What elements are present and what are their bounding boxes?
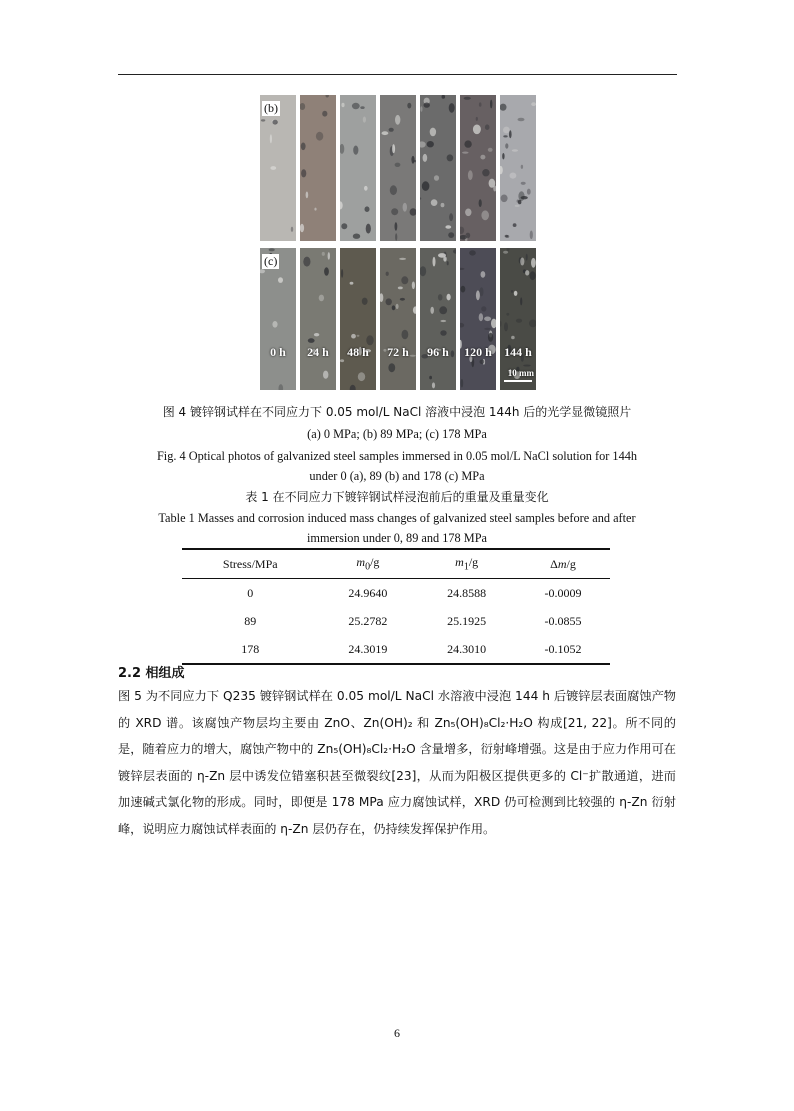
sample-strip-photo — [380, 248, 416, 390]
table-cell: -0.0009 — [544, 585, 582, 600]
table-header-delta-m: Δm/g — [516, 549, 610, 579]
table-header-m1: $m_1/g$ — [417, 549, 516, 579]
table-row — [182, 579, 610, 608]
table-cell: 24.8588 — [447, 585, 487, 600]
table-cell: 24.3010 — [417, 635, 516, 664]
sample-strip-photo — [460, 95, 496, 241]
section-title: 2.2 相组成 — [118, 666, 185, 681]
mass-change-table — [182, 548, 610, 665]
table-caption-zh: 表 1 在不同应力下镀锌钢试样浸泡前后的重量及重量变化 — [245, 490, 549, 504]
figure-subcaption: (a) 0 MPa; (b) 89 MPa; (c) 178 MPa — [307, 427, 487, 441]
table-cell: 25.1925 — [447, 613, 487, 628]
time-label: 96 h — [427, 345, 449, 359]
panel-label-b: (b) — [264, 101, 278, 115]
table-header-row — [182, 549, 610, 579]
time-label: 48 h — [347, 345, 369, 359]
table-cell: 25.2782 — [348, 613, 388, 628]
time-label: 24 h — [307, 345, 329, 359]
table-row — [182, 635, 610, 664]
figure-caption-en-1: Fig. 4 Optical photos of galvanized steel samples immersed in 0.05 mol/L NaCl solution for 144h — [156, 449, 638, 463]
table-row — [182, 607, 610, 635]
scale-bar — [504, 380, 532, 382]
time-label: 120 h — [464, 345, 492, 359]
table-caption-en-2: immersion under 0, 89 and 178 MPa — [307, 531, 487, 545]
photo-panel-c — [260, 248, 536, 390]
table-cell: 89 — [244, 613, 257, 628]
table-cell: -0.1052 — [516, 635, 610, 664]
sample-strip-photo — [380, 95, 416, 241]
photo-panel-b — [260, 95, 536, 241]
table-caption-en-1: Table 1 Masses and corrosion induced mass changes of galvanized steel samples before and after — [158, 511, 636, 525]
table-cell: 178 — [182, 635, 319, 664]
table-cell: 24.9640 — [348, 585, 388, 600]
table-cell: 24.3019 — [319, 635, 418, 664]
scale-bar-label: 10 mm — [507, 368, 534, 378]
sample-strip-photo — [460, 248, 496, 390]
time-label: 0 h — [270, 345, 286, 359]
table-cell: -0.0855 — [544, 613, 582, 628]
time-label: 144 h — [504, 345, 532, 359]
sample-strip-photo — [420, 248, 456, 390]
page-number: 6 — [394, 1026, 400, 1040]
header-rule — [118, 74, 677, 75]
panel-label-c: (c) — [264, 254, 278, 268]
table-header-m0: $m_0/g$ — [319, 549, 418, 579]
table-cell: 0 — [247, 585, 254, 600]
sample-strip-photo — [500, 95, 536, 241]
figure-caption-en-2: under 0 (a), 89 (b) and 178 (c) MPa — [309, 469, 485, 483]
sample-strip-photo — [420, 95, 456, 241]
time-label: 72 h — [387, 345, 409, 359]
sample-strip-photo — [300, 248, 336, 390]
section-paragraph: 图 5 为不同应力下 Q235 镀锌钢试样在 0.05 mol/L NaCl 水溶液中浸泡 144 h 后镀锌层表面腐蚀产物的 XRD 谱。该腐蚀产物层均主要由 ZnO、Zn(OH)₂ 和 Zn₅(OH)₈Cl₂·H₂O 构成[21, 22]。所不同的是，随着应力的增大，腐蚀产物中的 Zn₅(OH)₈Cl₂·H₂O 含量增多，衍射峰增强。这是由于应力作用可在镀锌层表面的 η-Zn 层中诱发位错塞积甚至微裂纹[23]，从而为阳极区提供更多的 Cl⁻扩散通道，进而加速碱式氯化物的形成。同时，即便是 178 MPa 应力腐蚀试样，XRD 仍可检测到比较强的 η-Zn 衍射峰，说明应力腐蚀试样表面的 η-Zn 层仍存在，仍持续发挥保护作用。 — [118, 689, 676, 836]
sample-strip-photo — [260, 95, 296, 241]
sample-strip-photo — [340, 248, 376, 390]
sample-strip-photo — [260, 248, 296, 390]
table-header-stress: Stress/MPa — [182, 549, 319, 579]
sample-strip-photo — [340, 95, 376, 241]
sample-strip-photo — [300, 95, 336, 241]
figure-caption-zh: 图 4 镀锌钢试样在不同应力下 0.05 mol/L NaCl 溶液中浸泡 144h 后的光学显微镜照片 — [162, 405, 632, 419]
